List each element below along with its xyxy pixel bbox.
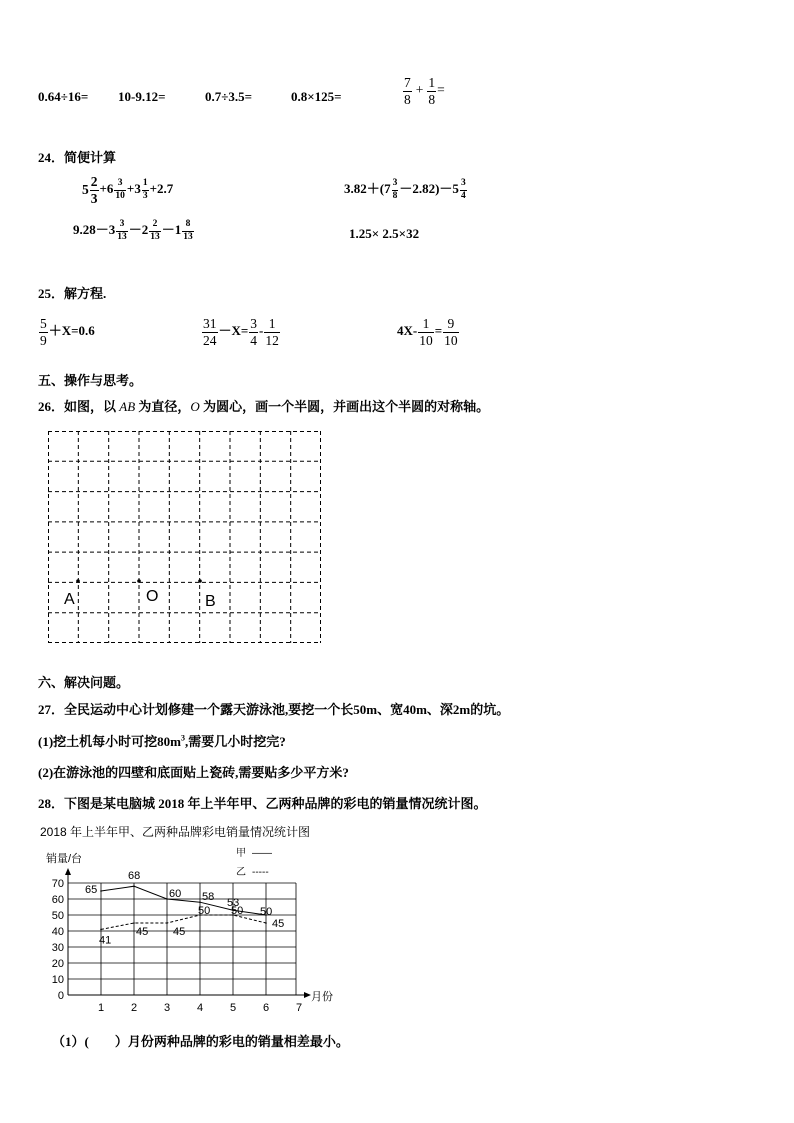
data-label: 50 <box>231 905 244 917</box>
data-label: 53 <box>227 897 240 910</box>
y-tick-label: 10 <box>51 974 64 986</box>
calc-item-2: 10-9.12= <box>118 89 166 104</box>
section-5-heading: 五、操作与思考。 <box>38 373 143 388</box>
data-label: 65 <box>85 884 98 896</box>
point-b <box>198 579 202 583</box>
y-tick-label: 50 <box>51 910 64 922</box>
calc-item-1: 0.64÷16= <box>38 89 89 104</box>
q25-eq-3: 4X- $\frac{1}{10}$ = $\frac{9}{10}$ <box>397 316 458 348</box>
q24-heading: 24．简便计算 <box>38 150 117 165</box>
legend-jia-mark: —— <box>252 848 272 859</box>
q24-expr-1: 5 $\frac{2}{3}$ +6 $\frac{3}{10}$ +3 $\frac{1}{3}$ +2.7 <box>82 174 174 206</box>
y-tick-label: 0 <box>57 990 64 1002</box>
q24-expr-3: 9.28－3 $\frac{3}{13}$ －2 $\frac{2}{13}$ －1 $\frac{8}{13}$ <box>73 219 193 242</box>
y-tick-label: 40 <box>51 926 64 938</box>
point-o <box>137 579 141 583</box>
q25-heading: 25．解方程. <box>38 286 107 301</box>
q27-sub-1: (1)挖土机每小时可挖$80m^3$,需要几小时挖完? <box>38 733 286 749</box>
legend-yi-label: 乙 <box>236 867 246 878</box>
q24-expr-2: 3.82＋(7 $\frac{3}{8}$ －2.82)－5 $\frac{3}{4}$ <box>344 178 466 201</box>
y-tick-label: 70 <box>51 878 64 890</box>
x-tick-label: 5 <box>229 1002 237 1014</box>
data-point <box>199 901 201 903</box>
calc-item-5: $\frac{7}{8}$ + $\frac{1}{8}$ = <box>404 75 445 107</box>
q27-sub-2: (2)在游泳池的四壁和底面贴上瓷砖,需要贴多少平方米? <box>38 765 349 780</box>
x-tick-label: 2 <box>130 1002 138 1014</box>
y-tick-label: 60 <box>51 894 64 906</box>
data-point <box>133 922 135 924</box>
data-label: 50 <box>260 906 273 918</box>
q28-text: 28．下图是某电脑城 2018 年上半年甲、乙两种品牌的彩电的销量情况统计图。 <box>38 796 487 811</box>
data-point <box>100 890 102 892</box>
q27-text: 27．全民运动中心计划修建一个露天游泳池,要挖一个长50m、宽40m、深2m的坑。 <box>38 702 510 717</box>
chart-svg <box>38 822 358 1022</box>
x-tick-label: 4 <box>196 1002 204 1014</box>
grid-svg <box>48 431 321 643</box>
q24-expr-4: 1.25× 2.5×32 <box>349 226 420 241</box>
legend-jia-label: 甲 <box>236 848 246 859</box>
data-label: 50 <box>198 905 211 917</box>
data-point <box>166 898 168 900</box>
x-tick-label: 1 <box>97 1002 105 1014</box>
data-point <box>100 929 102 931</box>
data-label: 68 <box>128 870 141 883</box>
line-chart <box>38 822 358 1022</box>
chart-legend <box>236 847 272 878</box>
y-axis-arrow <box>65 868 71 875</box>
dashed-grid <box>48 431 321 643</box>
data-label: 41 <box>99 934 112 947</box>
section-6-heading: 六、解决问题。 <box>38 675 130 690</box>
data-label: 58 <box>202 891 215 904</box>
q28-sub-1: （1）( ）月份两种品牌的彩电的销量相差最小。 <box>52 1034 349 1049</box>
data-point <box>265 922 267 924</box>
q25-eq-2: $\frac{31}{24}$ －X= $\frac{3}{4}$ - $\frac{1}{12}$ <box>203 316 279 348</box>
label-a: A <box>64 591 75 608</box>
x-tick-label: 3 <box>163 1002 171 1014</box>
data-point <box>166 922 168 924</box>
calc-item-3: 0.7÷3.5= <box>205 89 253 104</box>
q26-text: 26．如图，以 AB 为直径，O 为圆心，画一个半圆，并画出这个半圆的对称轴。 <box>38 399 490 414</box>
data-point <box>133 885 135 887</box>
chart-xlabel: 月份 <box>311 991 333 1003</box>
chart-title: 2018 年上半年甲、乙两种品牌彩电销量情况统计图 <box>40 825 311 839</box>
x-axis-arrow <box>304 992 311 998</box>
data-label: 45 <box>272 918 285 930</box>
x-tick-label: 6 <box>262 1002 270 1014</box>
y-tick-label: 30 <box>51 942 64 954</box>
data-label: 45 <box>136 926 149 938</box>
label-o: O <box>146 588 159 605</box>
x-tick-label: 7 <box>295 1002 303 1014</box>
legend-yi-mark: ----- <box>252 867 269 878</box>
data-label: 60 <box>169 888 182 900</box>
chart-ylabel: 销量/台 <box>46 853 83 865</box>
calc-item-4: 0.8×125= <box>291 89 342 104</box>
data-label: 45 <box>173 926 186 938</box>
label-b: B <box>205 593 216 610</box>
q25-eq-1: $\frac{5}{9}$ ＋X=0.6 <box>40 316 95 348</box>
point-a <box>76 579 80 583</box>
y-tick-label: 20 <box>51 958 64 970</box>
